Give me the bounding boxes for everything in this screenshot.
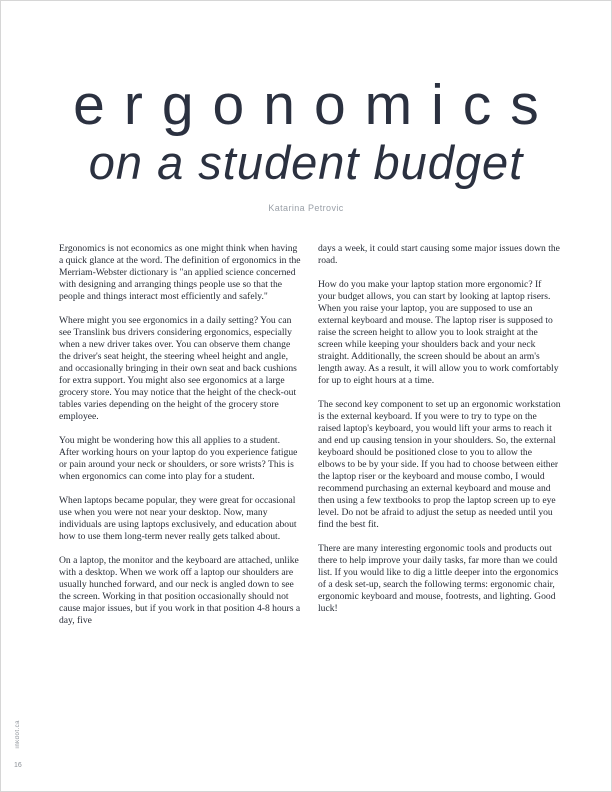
paragraph: There are many interesting ergonomic tools and products out there to help improve your daily tasks, far more than we could list. If you would like to dig a little deeper into the ergonomics of a desk set-up, search the following terms: ergonomic chair, ergonomic keyboard and mouse, footrests, and lighting. Good luck! xyxy=(318,543,559,615)
paragraph: On a laptop, the monitor and the keyboard are attached, unlike with a desktop. When we work off a laptop our shoulders are usually hunched forward, and our neck is angled down to see the screen. Working in that position occasionally should not cause major issues, but if you work in that position 4-8 hours a day, five xyxy=(59,555,301,627)
paragraph: When laptops became popular, they were great for occasional use when you were not near your desktop. Now, many individuals are using laptops exclusively, and education about how to use them long-term never really gets talked about. xyxy=(59,495,297,543)
page-number: 16 xyxy=(14,762,22,769)
page-title: ergonomics xyxy=(73,73,558,137)
paragraph: Where might you see ergonomics in a daily setting? You can see Translink bus drivers considering ergonomics, especially when a new driver takes over. You can observe them change the driver's seat height, the steering wheel height and angle, and occasionally bringing in their own seat and back cushions for extra support. You might also see ergonomics at a large grocery store. You may notice that the height of the check-out tables varies depending on the height of the grocery store employee. xyxy=(59,315,297,423)
paragraph: The second key component to set up an ergonomic workstation is the external keyboard. If you were to try to type on the raised laptop's keyboard, you would lift your arms to reach it and end up causing tension in your shoulders. So, the external keyboard should be positioned close to you to allow the elbows to be by your side. If you had to choose between either the laptop riser or the keyboard and mouse combo, I would recommend purchasing an external keyboard and mouse and then using a few textbooks to prop the laptop screen up to eye level. Do not be afraid to adjust the setup as needed until you find the best fit. xyxy=(318,399,561,531)
article-body xyxy=(59,243,561,639)
paragraph: How do you make your laptop station more ergonomic? If your budget allows, you can start by looking at laptop risers. When you raise your laptop, you are supposed to use an external keyboard and mouse. The laptop riser is supposed to raise the screen height to allow you to look straight at the screen while keeping your shoulders back and your neck straight. Additionally, the screen should be about an arm's length away. As a result, it will allow you to work comfortably for up to eight hours at a time. xyxy=(318,279,559,387)
paragraph: Ergonomics is not economics as one might think when having a quick glance at the word. The definition of ergonomics in the Merriam-Webster dictionary is "an applied science concerned with designing and arranging things people use so that the people and things interact most efficiently and safely." xyxy=(59,243,301,303)
article-masthead xyxy=(1,73,611,214)
vertical-footer-text: inkdot.ca xyxy=(15,720,21,749)
byline-author: Katarina Petrovic xyxy=(268,203,344,214)
page-subtitle: on a student budget xyxy=(88,136,524,189)
paragraph: You might be wondering how this all applies to a student. After working hours on your laptop do you experience fatigue or pain around your neck or shoulders, or sore wrists? This is when ergonomics can come into play for a student. xyxy=(59,435,298,483)
article-column-left xyxy=(59,243,302,639)
paragraph: days a week, it could start causing some major issues down the road. xyxy=(318,243,560,267)
article-column-right xyxy=(318,243,561,639)
